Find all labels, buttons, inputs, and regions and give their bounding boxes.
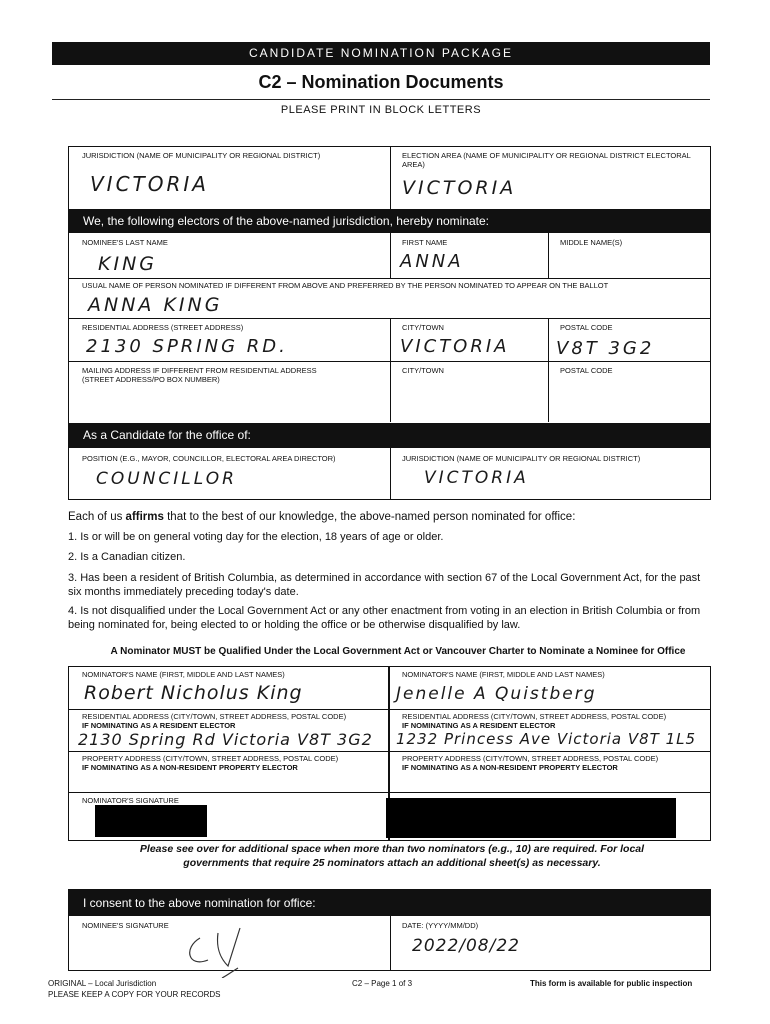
office-section-bar: As a Candidate for the office of: <box>69 423 710 448</box>
affirmation-intro-pre: Each of us <box>68 511 126 523</box>
middle-name-label: MIDDLE NAME(S) <box>560 238 623 247</box>
nominee-signature-label: NOMINEE'S SIGNATURE <box>82 921 169 930</box>
nominator-1-property-label <box>82 754 338 772</box>
nominator-1-residential-label-line1: RESIDENTIAL ADDRESS (CITY/TOWN, STREET ADDRESS, POSTAL CODE) <box>82 712 347 721</box>
affirmation-intro-post: that to the best of our knowledge, the above-named person nominated for office: <box>163 511 576 523</box>
position-label: POSITION (E.G., MAYOR, COUNCILLOR, ELECTORAL AREA DIRECTOR) <box>82 454 336 463</box>
usual-name-value: ANNA KING <box>88 294 223 316</box>
mailing-postal-label: POSTAL CODE <box>560 366 613 375</box>
divider <box>390 147 391 209</box>
divider <box>390 318 391 422</box>
affirmation-item-4: 4. Is not disqualified under the Local Government Act or any other enactment from voting in an election in British Columbia or from being nominated for, being elected to or holding the office or be otherwise disqualified by law. <box>68 605 701 631</box>
affirmation-item-3: 3. Has been a resident of British Columbia, as determined in accordance with section 67 of the Local Government Act, for the past six months immediately preceding today's date. <box>68 572 701 598</box>
nominator-2-name-label: NOMINATOR'S NAME (FIRST, MIDDLE AND LAST NAMES) <box>402 670 605 679</box>
nominator-2-property-label <box>402 754 658 772</box>
mailing-address-label-line2: (STREET ADDRESS/PO BOX NUMBER) <box>82 375 220 384</box>
footer-keep-copy: PLEASE KEEP A COPY FOR YOUR RECORDS <box>48 990 221 999</box>
nominator-1-property-label-line2: IF NOMINATING AS A NON-RESIDENT PROPERTY ELECTOR <box>82 763 298 772</box>
office-jurisdiction-label: JURISDICTION (NAME OF MUNICIPALITY OR REGIONAL DISTRICT) <box>402 454 641 463</box>
nominator-2-name-value: Jenelle A Quistberg <box>396 684 597 704</box>
nominator-qualification-heading: A Nominator MUST be Qualified Under the Local Government Act or Vancouver Charter to Nominate a Nominee for Office <box>110 646 686 657</box>
nominator-1-residential-value: 2130 Spring Rd Victoria V8T 3G2 <box>78 730 373 749</box>
mailing-address-label-line1: MAILING ADDRESS IF DIFFERENT FROM RESIDENTIAL ADDRESS <box>82 366 317 375</box>
nominator-1-name-label: NOMINATOR'S NAME (FIRST, MIDDLE AND LAST NAMES) <box>82 670 285 679</box>
first-name-label: FIRST NAME <box>402 238 448 247</box>
mailing-city-label: CITY/TOWN <box>402 366 444 375</box>
divider <box>390 751 710 752</box>
divider <box>69 278 710 279</box>
nominator-2-residential-value: 1232 Princess Ave Victoria V8T 1L5 <box>396 730 697 748</box>
nominator-1-residential-label-line2: IF NOMINATING AS A RESIDENT ELECTOR <box>82 721 236 730</box>
date-value: 2022/08/22 <box>412 936 520 956</box>
divider <box>390 916 391 970</box>
nominator-2-property-label-line2: IF NOMINATING AS A NON-RESIDENT PROPERTY ELECTOR <box>402 763 618 772</box>
nominator-1-property-label-line1: PROPERTY ADDRESS (CITY/TOWN, STREET ADDRESS, POSTAL CODE) <box>82 754 339 763</box>
city-value: VICTORIA <box>400 336 510 357</box>
divider <box>69 792 389 793</box>
residential-address-label: RESIDENTIAL ADDRESS (STREET ADDRESS) <box>82 323 244 332</box>
last-name-label: NOMINEE'S LAST NAME <box>82 238 168 247</box>
page-title: C2 – Nomination Documents <box>258 72 504 92</box>
consent-section-bar: I consent to the above nomination for office: <box>69 890 710 916</box>
footer-original: ORIGINAL – Local Jurisdiction <box>48 979 157 988</box>
nominee-signature-scribble <box>178 918 278 978</box>
affirmation-item-1: 1. Is or will be on general voting day for the election, 18 years of age or older. <box>68 531 444 543</box>
divider <box>390 709 710 710</box>
nominator-2-residential-label-line2: IF NOMINATING AS A RESIDENT ELECTOR <box>402 721 556 730</box>
residential-address-value: 2130 SPRING RD. <box>86 336 288 357</box>
package-banner: CANDIDATE NOMINATION PACKAGE <box>52 42 710 65</box>
print-instruction: PLEASE PRINT IN BLOCK LETTERS <box>280 104 482 116</box>
jurisdiction-label: JURISDICTION (NAME OF MUNICIPALITY OR REGIONAL DISTRICT) <box>82 151 321 160</box>
date-label: DATE: (YYYY/MM/DD) <box>402 921 479 930</box>
divider <box>390 233 391 278</box>
position-value: COUNCILLOR <box>96 469 237 489</box>
city-label: CITY/TOWN <box>402 323 444 332</box>
election-area-value: VICTORIA <box>402 177 517 199</box>
divider <box>390 792 710 793</box>
last-name-value: KING <box>98 253 157 275</box>
affirmation-intro <box>68 510 718 524</box>
nominator-2-residential-label <box>402 712 666 730</box>
nominator-1-residential-label <box>82 712 346 730</box>
footer-page-number: C2 – Page 1 of 3 <box>352 979 413 988</box>
mailing-address-label <box>82 366 382 384</box>
divider <box>69 361 710 362</box>
divider <box>69 709 389 710</box>
additional-space-note: Please see over for additional space when more than two nominators (e.g., 10) are required. For local governments that require 25 nominators attach an additional sheet(s) as necessary. <box>139 843 645 869</box>
nominator-1-signature-redaction <box>95 805 207 837</box>
nominator-2-signature-redaction <box>386 798 676 838</box>
first-name-value: ANNA <box>400 251 464 272</box>
nominator-1-name-value: Robert Nicholus King <box>84 682 303 704</box>
title-rule <box>52 99 710 100</box>
postal-code-label: POSTAL CODE <box>560 323 613 332</box>
divider <box>69 751 389 752</box>
usual-name-label: USUAL NAME OF PERSON NOMINATED IF DIFFERENT FROM ABOVE AND PREFERRED BY THE PERSON NOMINATED TO APPEAR ON THE BALLOT <box>82 281 609 290</box>
footer-public-inspection: This form is available for public inspection <box>530 979 693 988</box>
nominator-2-property-label-line1: PROPERTY ADDRESS (CITY/TOWN, STREET ADDRESS, POSTAL CODE) <box>402 754 659 763</box>
nominator-2-residential-label-line1: RESIDENTIAL ADDRESS (CITY/TOWN, STREET ADDRESS, POSTAL CODE) <box>402 712 667 721</box>
office-jurisdiction-value: VICTORIA <box>424 468 529 488</box>
nominator-1-signature-label: NOMINATOR'S SIGNATURE <box>82 796 179 805</box>
divider <box>390 448 391 499</box>
footer-left <box>48 979 221 999</box>
jurisdiction-value: VICTORIA <box>90 172 209 196</box>
divider <box>548 233 549 278</box>
election-area-label: ELECTION AREA (NAME OF MUNICIPALITY OR REGIONAL DISTRICT ELECTORAL AREA) <box>402 151 691 169</box>
affirmation-intro-bold: affirms <box>125 511 164 523</box>
divider <box>548 318 549 422</box>
nominee-section-bar: We, the following electors of the above-named jurisdiction, hereby nominate: <box>69 209 710 233</box>
affirmation-item-2: 2. Is a Canadian citizen. <box>68 551 186 563</box>
postal-code-value: V8T 3G2 <box>556 338 655 359</box>
